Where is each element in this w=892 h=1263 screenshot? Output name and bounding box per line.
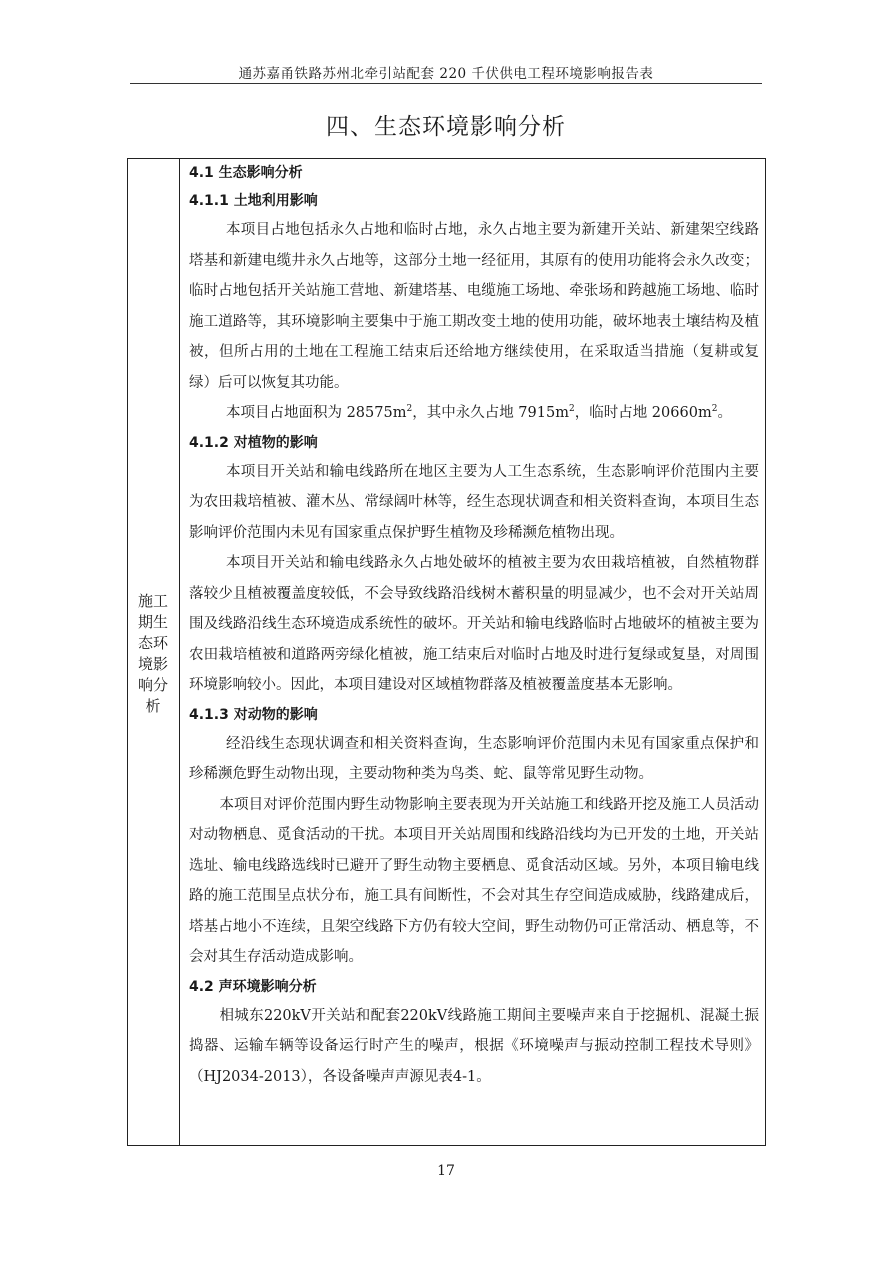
document-header: 通苏嘉甬铁路苏州北牵引站配套 220 千伏供电工程环境影响报告表 [238, 66, 654, 82]
section-title: 四、生态环境影响分析 [326, 114, 566, 140]
land-area-text-c: ，临时占地 20660m [574, 405, 712, 421]
row-label: 施工期生态环境影响分析 [137, 592, 168, 715]
paragraph-land-use: 本项目占地包括永久占地和临时占地，永久占地主要为新建开关站、新建架空线路塔基和新建电缆井永久占地等，这部分土地一经征用，其原有的使用功能将会永久改变；临时占地包括开关站施工营地、新建塔基、电缆施工场地、牵张场和跨越施工场地、临时施工道路等，其环境影响主要集中于施工期改变土地的使用功能，破坏地表土壤结构及植被，但所占用的土地在工程施工结束后还给地方继续使用，在采取适当措施（复耕或复绿）后可以恢复其功能。 [189, 222, 759, 391]
analysis-table [127, 158, 766, 1146]
page-number: 17 [437, 1163, 455, 1179]
paragraph-land-area [189, 398, 759, 429]
heading-4-1-2: 4.1.2 对植物的影响 [189, 434, 318, 451]
paragraph-animal-1: 经沿线生态现状调查和相关资料查询，生态影响评价范围内未见有国家重点保护和珍稀濒危野生动物出现，主要动物种类为鸟类、蛇、鼠等常见野生动物。 [189, 735, 759, 782]
superscript-2: 2 [711, 404, 718, 415]
heading-4-2: 4.2 声环境影响分析 [189, 978, 317, 995]
heading-4-1: 4.1 生态影响分析 [189, 165, 303, 181]
paragraph-animal-2: 本项目对评价范围内野生动物影响主要表现为开关站施工和线路开挖及施工人员活动对动物栖息、觅食活动的干扰。本项目开关站周围和线路沿线均为已开发的土地，开关站选址、输电线路选线时已避开了野生动物主要栖息、觅食活动区域。另外，本项目输电线路的施工范围呈点状分布，施工具有间断性，不会对其生存空间造成威胁，线路建成后，塔基占地小不连续，且架空线路下方仍有较大空间，野生动物仍可正常活动、栖息等，不会对其生存活动造成影响。 [189, 796, 759, 965]
land-area-text-b: ，其中永久占地 7915m [412, 405, 569, 421]
paragraph-plant-1: 本项目开关站和输电线路所在地区主要为人工生态系统，生态影响评价范围内主要为农田栽培植被、灌木丛、常绿阔叶林等，经生态现状调查和相关资料查询，本项目生态影响评价范围内未见有国家重点保护野生植物及珍稀濒危植物出现。 [189, 463, 759, 541]
land-area-text-a: 本项目占地面积为 28575m [225, 405, 407, 421]
land-area-text-d: 。 [717, 405, 732, 421]
table-content [189, 159, 759, 1092]
paragraph-plant-2: 本项目开关站和输电线路永久占地处破坏的植被主要为农田栽培植被，自然植物群落较少且植被覆盖度较低，不会导致线路沿线树木蓄积量的明显减少，也不会对开关站周围及线路沿线生态环境造成系统性的破坏。开关站和输电线路临时占地破坏的植被主要为农田栽培植被和道路两旁绿化植被，施工结束后对临时占地及时进行复绿或复垦，对周围环境影响较小。因此，本项目建设对区域植物群落及植被覆盖度基本无影响。 [189, 555, 759, 693]
table-left-column [128, 159, 180, 1145]
paragraph-noise: 相城东220kV开关站和配套220kV线路施工期间主要噪声来自于挖掘机、混凝土振捣器、运输车辆等设备运行时产生的噪声，根据《环境噪声与振动控制工程技术导则》（HJ2034-2013），各设备噪声声源见表4-1。 [189, 1007, 759, 1085]
heading-4-1-3: 4.1.3 对动物的影响 [189, 706, 318, 723]
superscript-2: 2 [406, 404, 413, 415]
header-divider [130, 83, 762, 84]
heading-4-1-1: 4.1.1 土地利用影响 [189, 193, 318, 209]
superscript-2: 2 [568, 404, 575, 415]
